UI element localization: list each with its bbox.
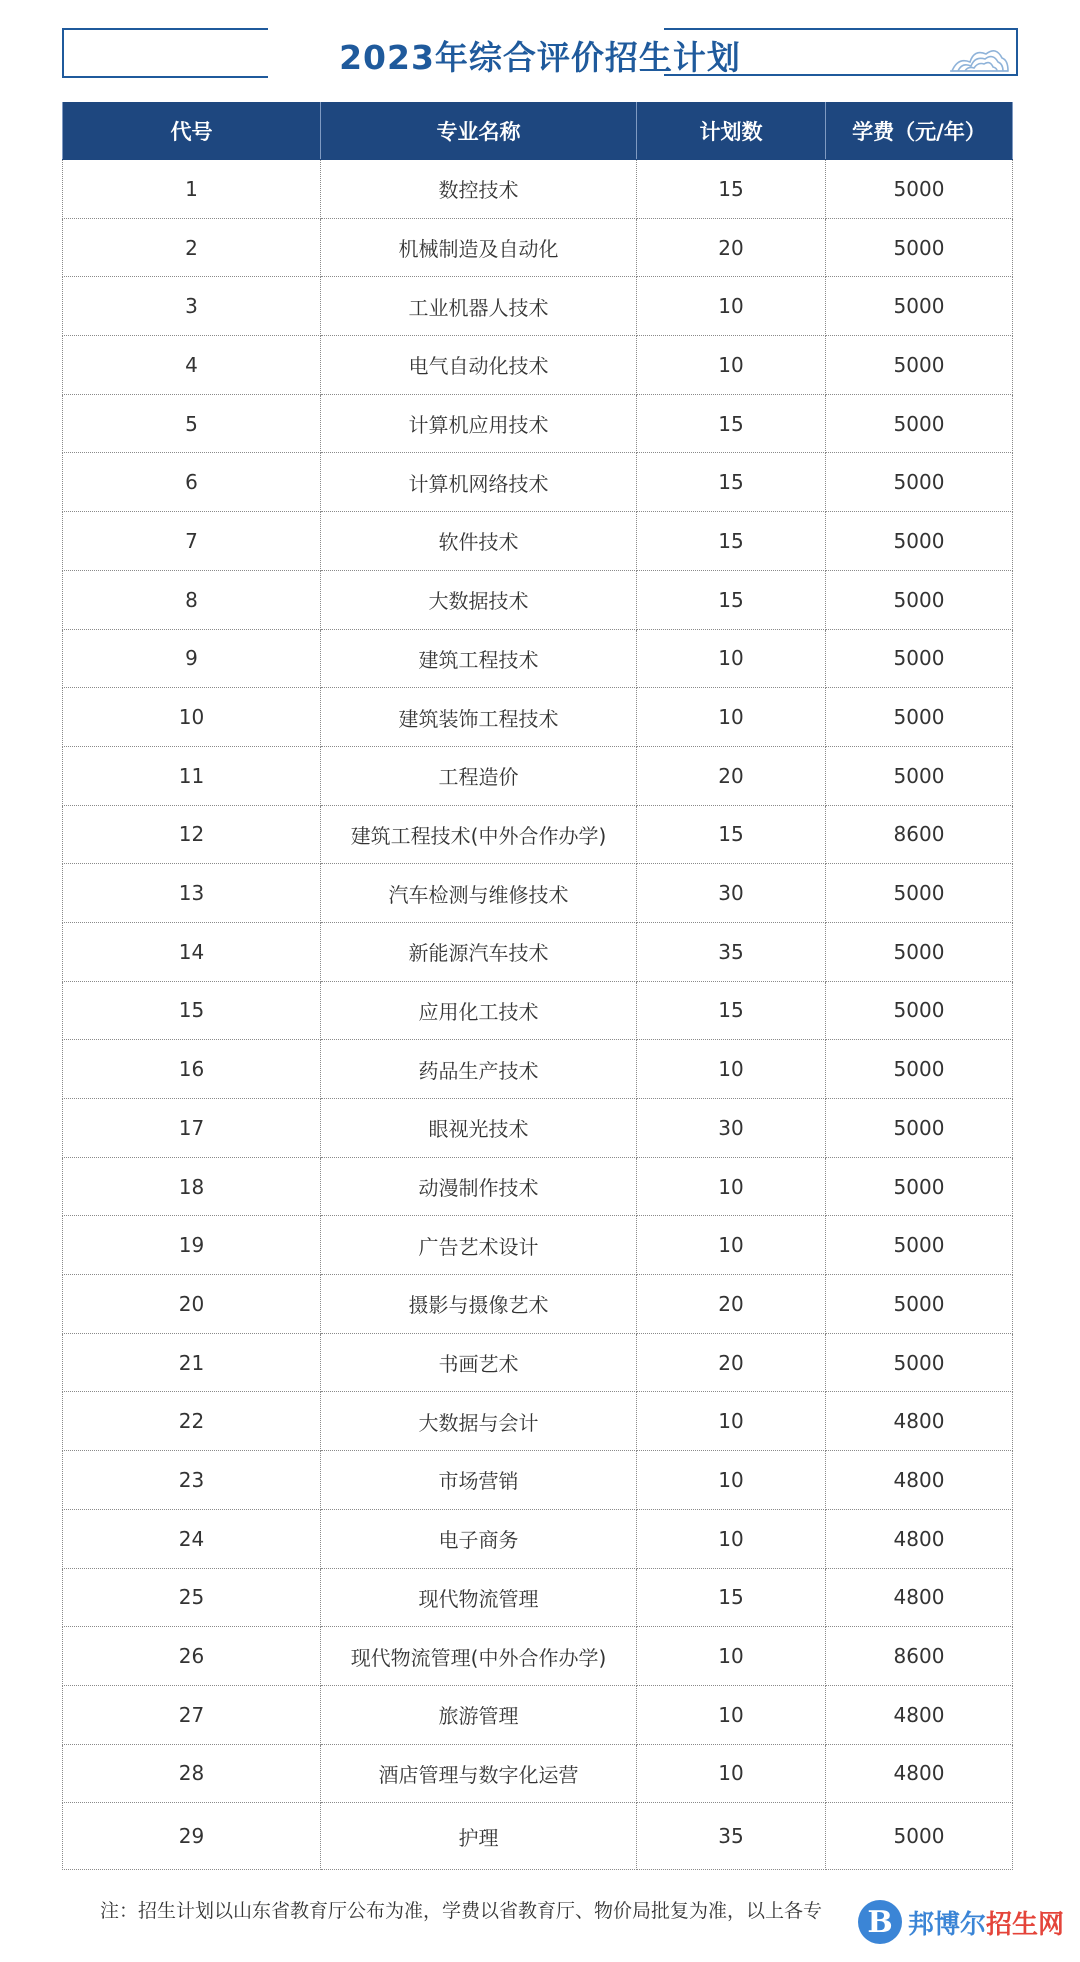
table-row: [63, 160, 1013, 219]
cell-tuition: 5000: [826, 336, 1013, 395]
cell-major-name: 计算机应用技术: [321, 394, 637, 453]
cell-tuition: 5000: [826, 1216, 1013, 1275]
cell-plan-count: 10: [637, 1509, 826, 1568]
cell-code: 20: [63, 1275, 321, 1334]
table-row: [63, 277, 1013, 336]
cell-major-name: 建筑工程技术(中外合作办学): [321, 805, 637, 864]
cell-code: 29: [63, 1803, 321, 1870]
cell-plan-count: 10: [637, 1216, 826, 1275]
cell-code: 23: [63, 1451, 321, 1510]
cell-major-name: 酒店管理与数字化运营: [321, 1744, 637, 1803]
table-row: [63, 1509, 1013, 1568]
cell-plan-count: 15: [637, 805, 826, 864]
cell-code: 25: [63, 1568, 321, 1627]
cell-major-name: 工业机器人技术: [321, 277, 637, 336]
cell-code: 9: [63, 629, 321, 688]
cell-tuition: 5000: [826, 1803, 1013, 1870]
cell-plan-count: 15: [637, 570, 826, 629]
cell-tuition: 5000: [826, 922, 1013, 981]
cell-code: 1: [63, 160, 321, 219]
cell-tuition: 4800: [826, 1744, 1013, 1803]
cell-plan-count: 15: [637, 981, 826, 1040]
table-row: [63, 1157, 1013, 1216]
table-row: [63, 805, 1013, 864]
cell-tuition: 5000: [826, 629, 1013, 688]
cell-plan-count: 15: [637, 453, 826, 512]
cell-major-name: 软件技术: [321, 512, 637, 571]
cell-tuition: 5000: [826, 570, 1013, 629]
cell-major-name: 电子商务: [321, 1509, 637, 1568]
cell-code: 5: [63, 394, 321, 453]
cell-plan-count: 15: [637, 512, 826, 571]
header-plan-count: 计划数: [637, 102, 826, 160]
cell-plan-count: 35: [637, 922, 826, 981]
cell-code: 7: [63, 512, 321, 571]
cell-code: 6: [63, 453, 321, 512]
cell-code: 18: [63, 1157, 321, 1216]
cell-code: 12: [63, 805, 321, 864]
cell-tuition: 5000: [826, 453, 1013, 512]
table-header-row: [63, 102, 1013, 160]
table-row: [63, 922, 1013, 981]
cell-major-name: 大数据技术: [321, 570, 637, 629]
cell-major-name: 现代物流管理: [321, 1568, 637, 1627]
cell-code: 19: [63, 1216, 321, 1275]
table-row: [63, 1568, 1013, 1627]
cell-major-name: 动漫制作技术: [321, 1157, 637, 1216]
cell-code: 10: [63, 688, 321, 747]
cell-code: 4: [63, 336, 321, 395]
cell-major-name: 大数据与会计: [321, 1392, 637, 1451]
table-row: [63, 1627, 1013, 1686]
cell-tuition: 5000: [826, 512, 1013, 571]
table-row: [63, 1040, 1013, 1099]
cell-major-name: 摄影与摄像艺术: [321, 1275, 637, 1334]
cell-major-name: 旅游管理: [321, 1685, 637, 1744]
cell-plan-count: 15: [637, 394, 826, 453]
table-row: [63, 1333, 1013, 1392]
cell-plan-count: 35: [637, 1803, 826, 1870]
cell-plan-count: 30: [637, 1099, 826, 1158]
table-row: [63, 688, 1013, 747]
cell-tuition: 8600: [826, 805, 1013, 864]
watermark-text: [908, 1904, 1064, 1941]
cell-code: 11: [63, 746, 321, 805]
cell-code: 3: [63, 277, 321, 336]
cell-tuition: 4800: [826, 1509, 1013, 1568]
cell-tuition: 5000: [826, 1333, 1013, 1392]
cell-tuition: 5000: [826, 688, 1013, 747]
cell-major-name: 汽车检测与维修技术: [321, 864, 637, 923]
title-banner: [62, 28, 1018, 78]
watermark-logo: B: [858, 1900, 902, 1944]
cell-major-name: 广告艺术设计: [321, 1216, 637, 1275]
table-row: [63, 512, 1013, 571]
cell-major-name: 眼视光技术: [321, 1099, 637, 1158]
table-row: [63, 1685, 1013, 1744]
cell-plan-count: 10: [637, 1040, 826, 1099]
cell-major-name: 应用化工技术: [321, 981, 637, 1040]
cell-tuition: 8600: [826, 1627, 1013, 1686]
page-title: 2023年综合评价招生计划: [339, 38, 741, 77]
table-row: [63, 1392, 1013, 1451]
cell-code: 14: [63, 922, 321, 981]
table-row: [63, 570, 1013, 629]
header-major-name: 专业名称: [321, 102, 637, 160]
table-row: [63, 1803, 1013, 1870]
cell-plan-count: 10: [637, 1744, 826, 1803]
cell-tuition: 5000: [826, 981, 1013, 1040]
cell-code: 21: [63, 1333, 321, 1392]
header-code: 代号: [63, 102, 321, 160]
table-row: [63, 864, 1013, 923]
table-row: [63, 453, 1013, 512]
cell-plan-count: 10: [637, 629, 826, 688]
table-row: [63, 1216, 1013, 1275]
cell-plan-count: 10: [637, 1392, 826, 1451]
table-row: [63, 629, 1013, 688]
cell-code: 22: [63, 1392, 321, 1451]
cell-plan-count: 10: [637, 1685, 826, 1744]
cell-plan-count: 20: [637, 746, 826, 805]
cell-major-name: 建筑装饰工程技术: [321, 688, 637, 747]
cell-tuition: 5000: [826, 1040, 1013, 1099]
cell-plan-count: 10: [637, 1627, 826, 1686]
cell-major-name: 数控技术: [321, 160, 637, 219]
cell-plan-count: 20: [637, 1333, 826, 1392]
cell-major-name: 电气自动化技术: [321, 336, 637, 395]
cell-tuition: 5000: [826, 1157, 1013, 1216]
cell-tuition: 5000: [826, 1099, 1013, 1158]
cell-plan-count: 20: [637, 218, 826, 277]
cell-tuition: 4800: [826, 1568, 1013, 1627]
cell-plan-count: 20: [637, 1275, 826, 1334]
table-row: [63, 394, 1013, 453]
cell-plan-count: 15: [637, 160, 826, 219]
cell-plan-count: 15: [637, 1568, 826, 1627]
cell-plan-count: 10: [637, 688, 826, 747]
cell-code: 8: [63, 570, 321, 629]
footnote: 注：招生计划以山东省教育厅公布为准，学费以省教育厅、物价局批复为准，以上各专: [100, 1900, 823, 1922]
cell-code: 27: [63, 1685, 321, 1744]
cell-major-name: 工程造价: [321, 746, 637, 805]
table-row: [63, 1275, 1013, 1334]
cell-code: 24: [63, 1509, 321, 1568]
cell-code: 13: [63, 864, 321, 923]
cell-tuition: 5000: [826, 1275, 1013, 1334]
cell-tuition: 5000: [826, 864, 1013, 923]
cell-tuition: 5000: [826, 746, 1013, 805]
cell-tuition: 5000: [826, 218, 1013, 277]
cell-major-name: 护理: [321, 1803, 637, 1870]
table-row: [63, 1099, 1013, 1158]
table-row: [63, 746, 1013, 805]
plan-table-container: [62, 102, 1012, 1870]
cell-plan-count: 10: [637, 1157, 826, 1216]
cell-major-name: 机械制造及自动化: [321, 218, 637, 277]
cell-code: 17: [63, 1099, 321, 1158]
cell-tuition: 4800: [826, 1685, 1013, 1744]
cell-tuition: 5000: [826, 277, 1013, 336]
header-tuition: 学费（元/年）: [826, 102, 1013, 160]
cell-code: 26: [63, 1627, 321, 1686]
cell-code: 28: [63, 1744, 321, 1803]
cell-major-name: 书画艺术: [321, 1333, 637, 1392]
cell-major-name: 药品生产技术: [321, 1040, 637, 1099]
cell-major-name: 计算机网络技术: [321, 453, 637, 512]
cell-plan-count: 10: [637, 1451, 826, 1510]
cell-major-name: 建筑工程技术: [321, 629, 637, 688]
table-row: [63, 981, 1013, 1040]
enrollment-plan-table: [62, 102, 1013, 1870]
cell-plan-count: 10: [637, 277, 826, 336]
cell-major-name: 市场营销: [321, 1451, 637, 1510]
cell-plan-count: 30: [637, 864, 826, 923]
cell-major-name: 新能源汽车技术: [321, 922, 637, 981]
table-row: [63, 218, 1013, 277]
watermark: [858, 1898, 1064, 1946]
cell-tuition: 4800: [826, 1392, 1013, 1451]
cell-code: 16: [63, 1040, 321, 1099]
cell-tuition: 5000: [826, 394, 1013, 453]
table-row: [63, 336, 1013, 395]
cell-plan-count: 10: [637, 336, 826, 395]
cell-tuition: 5000: [826, 160, 1013, 219]
cell-tuition: 4800: [826, 1451, 1013, 1510]
table-body: [63, 160, 1013, 1870]
table-row: [63, 1744, 1013, 1803]
watermark-text-b: 招生网: [986, 1909, 1065, 1940]
cell-code: 15: [63, 981, 321, 1040]
cloud-icon: [948, 40, 1010, 74]
table-row: [63, 1451, 1013, 1510]
cell-code: 2: [63, 218, 321, 277]
watermark-text-a: 邦博尔: [908, 1909, 987, 1940]
cell-major-name: 现代物流管理(中外合作办学): [321, 1627, 637, 1686]
